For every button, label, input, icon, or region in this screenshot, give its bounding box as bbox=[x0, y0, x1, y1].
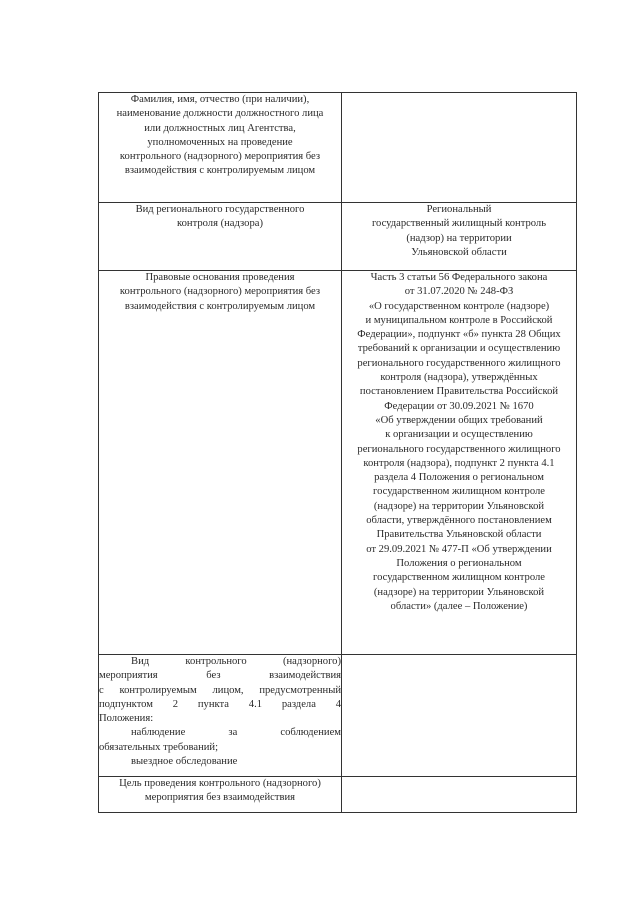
text-line: от 31.07.2020 № 248-ФЗ bbox=[404, 286, 514, 298]
text-line: «О государственном контроле (надзоре) bbox=[368, 300, 550, 312]
cell-event-purpose-value bbox=[342, 777, 577, 813]
text-line: Вид контрольного (надзорного) bbox=[131, 656, 341, 667]
cell-legal-basis-value bbox=[342, 271, 577, 655]
text-line: «Об утверждении общих требований bbox=[375, 414, 543, 426]
text-line: государственном жилищном контроле bbox=[373, 486, 545, 498]
cell-event-purpose-label bbox=[99, 777, 342, 813]
text-line: контрольного (надзорного) мероприятия без bbox=[119, 286, 321, 298]
text-line: Часть 3 статьи 56 Федерального закона bbox=[370, 272, 548, 283]
text-line: Вид регионального государственного bbox=[135, 204, 305, 215]
text-line: регионального государственного жилищного bbox=[357, 357, 561, 369]
cell-event-type-value bbox=[342, 655, 577, 777]
cell-officials-value bbox=[342, 93, 577, 203]
text-line: Правовые основания проведения bbox=[145, 272, 295, 283]
text-line: государственный жилищный контроль bbox=[371, 218, 547, 230]
text-line: Правительства Ульяновской области bbox=[376, 529, 542, 541]
cell-control-type-value bbox=[342, 203, 577, 271]
text-line: наименование должности должностного лица bbox=[116, 108, 324, 120]
text-line: контроля (надзора), подпункт 2 пункта 4.1 bbox=[363, 457, 555, 469]
row-event-purpose bbox=[99, 777, 577, 813]
text-line: мероприятия без взаимодействия bbox=[144, 792, 296, 804]
text-line: государственном жилищном контроле bbox=[373, 572, 545, 584]
text-line: контроля (надзора), утверждённых bbox=[380, 372, 538, 384]
row-event-type bbox=[99, 655, 577, 777]
text-line: (надзоре) на территории Ульяновской bbox=[373, 500, 545, 512]
text-line: и муниципальном контроле в Российской bbox=[365, 314, 553, 326]
text-line: раздела 4 Положения о региональном bbox=[374, 472, 544, 484]
text-line: (надзоре) на территории Ульяновской bbox=[373, 586, 545, 598]
text-line: наблюдение за соблюдением bbox=[131, 727, 341, 739]
text-line: Положения о региональном bbox=[396, 557, 522, 569]
text-line: контрольного (надзорного) мероприятия без bbox=[119, 151, 321, 163]
text-line: выездное обследование bbox=[131, 756, 238, 768]
row-responsible-officials bbox=[99, 93, 577, 203]
text-line: взаимодействия с контролируемым лицом bbox=[124, 165, 316, 177]
text-line: Положения: bbox=[99, 713, 154, 725]
text-line: постановлением Правительства Российской bbox=[359, 386, 559, 398]
text-line: уполномоченных на проведение bbox=[147, 136, 293, 148]
text-line: обязательных требований; bbox=[99, 741, 219, 753]
text-line: Федерации», подпункт «б» пункта 28 Общих bbox=[357, 329, 561, 341]
text-line: мероприятия без взаимодействия bbox=[99, 670, 341, 682]
text-line: с контролируемым лицом, предусмотренный bbox=[99, 684, 341, 696]
text-line: области» (далее – Положение) bbox=[390, 600, 528, 612]
cell-officials-label bbox=[99, 93, 342, 203]
text-line: взаимодействия с контролируемым лицом bbox=[124, 300, 316, 312]
inspection-form-table bbox=[98, 92, 577, 813]
text-line: от 29.09.2021 № 477-П «Об утверждении bbox=[366, 543, 552, 555]
row-control-type bbox=[99, 203, 577, 271]
text-line: Фамилия, имя, отчество (при наличии), bbox=[130, 94, 310, 105]
text-line: Федерации от 30.09.2021 № 1670 bbox=[384, 400, 534, 412]
row-legal-basis bbox=[99, 271, 577, 655]
text-line: контроля (надзора) bbox=[177, 218, 263, 230]
text-line: требований к организации и осуществлению bbox=[357, 343, 561, 355]
cell-legal-basis-label bbox=[99, 271, 342, 655]
text-line: Цель проведения контрольного (надзорного) bbox=[119, 778, 321, 789]
text-line: Региональный bbox=[426, 204, 492, 215]
text-line: к организации и осуществлению bbox=[385, 429, 533, 441]
text-line: регионального государственного жилищного bbox=[357, 443, 561, 455]
text-line: (надзор) на территории bbox=[406, 232, 512, 244]
text-line: Ульяновской области bbox=[411, 246, 507, 258]
cell-event-type-label bbox=[99, 655, 342, 777]
text-line: подпунктом 2 пункта 4.1 раздела 4 bbox=[99, 698, 341, 710]
cell-control-type-label bbox=[99, 203, 342, 271]
text-line: области, утверждённого постановлением bbox=[366, 515, 552, 527]
text-line: или должностных лиц Агентства, bbox=[144, 122, 296, 134]
